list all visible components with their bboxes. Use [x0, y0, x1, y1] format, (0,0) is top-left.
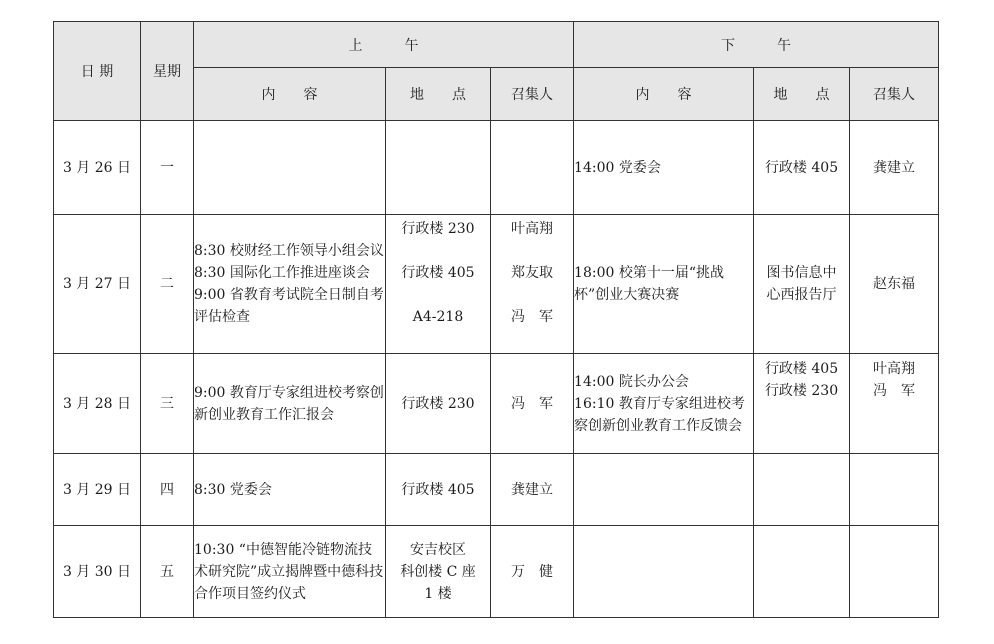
pm-location: 行政楼 230	[764, 383, 839, 399]
pm-content-cell	[574, 215, 754, 354]
date-cell: 3 月 28 日	[54, 354, 141, 454]
pm-location: 行政楼 405	[764, 159, 839, 176]
header-pm-convener: 召集人	[850, 68, 939, 121]
am-convener-cell	[491, 354, 574, 454]
pm-event: 16:10 教育厅专家组进校考察创新创业教育工作反馈会	[574, 395, 745, 434]
pm-content-cell	[574, 354, 754, 454]
am-content-cell	[194, 526, 386, 618]
header-pm-content: 内 容	[574, 68, 754, 121]
am-location: 科创楼 C 座	[400, 563, 476, 580]
weekday-cell: 三	[141, 354, 194, 454]
header-am-convener: 召集人	[491, 68, 574, 121]
pm-location-cell	[754, 215, 850, 354]
am-event: 8:30 党委会	[194, 481, 272, 498]
date-cell: 3 月 27 日	[54, 215, 141, 354]
am-location-cell	[386, 354, 491, 454]
pm-convener-cell	[850, 354, 939, 454]
pm-location-cell	[754, 454, 850, 526]
header-date: 日 期	[54, 22, 141, 121]
am-convener-cell	[491, 215, 574, 354]
pm-convener-cell	[850, 215, 939, 354]
header-weekday: 星期	[141, 22, 194, 121]
pm-convener-cell	[850, 526, 939, 618]
am-location: 行政楼 230	[401, 395, 475, 412]
am-convener-cell	[491, 454, 574, 526]
pm-content-cell	[574, 526, 754, 618]
pm-convener: 叶高翔	[873, 361, 916, 377]
pm-location-cell	[754, 354, 850, 454]
pm-event: 14:00 院长办公会	[574, 373, 689, 390]
am-event: 8:30 国际化工作推进座谈会	[194, 265, 370, 281]
table-row	[54, 526, 939, 618]
am-convener: 冯 军	[511, 309, 554, 325]
pm-convener-cell	[850, 121, 939, 215]
header-am-location: 地 点	[386, 68, 491, 121]
pm-event: 18:00 校第十一届“挑战杯”创业大赛决赛	[574, 265, 724, 303]
am-location: A4-218	[412, 309, 464, 325]
am-location: 行政楼 230	[401, 221, 475, 237]
am-event: 9:00 教育厅专家组进校考察创新创业教育工作汇报会	[194, 384, 384, 423]
am-location-cell	[386, 215, 491, 354]
table-row	[54, 121, 939, 215]
weekday-cell: 五	[141, 526, 194, 618]
am-event: 9:00 省教育考试院全日制自考评估检查	[194, 287, 384, 325]
table-row	[54, 454, 939, 526]
am-convener: 万 健	[511, 563, 554, 580]
pm-convener: 冯 军	[873, 383, 916, 399]
header-am-content: 内 容	[194, 68, 386, 121]
pm-event: 14:00 党委会	[574, 159, 661, 176]
am-event: 10:30 “中德智能冷链物流技术研究院”成立揭牌暨中德科技合作项目签约仪式	[194, 541, 384, 602]
am-content-cell	[194, 454, 386, 526]
am-convener: 郑友取	[511, 265, 554, 281]
am-location-cell	[386, 526, 491, 618]
am-convener-cell	[491, 526, 574, 618]
am-content-cell	[194, 215, 386, 354]
am-convener: 龚建立	[511, 481, 554, 498]
am-convener: 叶高翔	[511, 221, 554, 237]
pm-content-cell	[574, 454, 754, 526]
header-pm-location: 地 点	[754, 68, 850, 121]
am-location: 安吉校区	[410, 541, 466, 558]
header-row-top	[54, 22, 939, 68]
pm-convener: 龚建立	[873, 159, 916, 176]
am-convener-cell	[491, 121, 574, 215]
am-convener: 冯 军	[511, 395, 554, 412]
table-row	[54, 215, 939, 354]
pm-content-cell	[574, 121, 754, 215]
pm-location-cell	[754, 121, 850, 215]
table-row	[54, 354, 939, 454]
pm-convener: 赵东福	[873, 276, 916, 292]
am-location: 1 楼	[424, 585, 452, 602]
weekday-cell: 四	[141, 454, 194, 526]
am-event: 8:30 校财经工作领导小组会议	[194, 243, 384, 259]
date-cell: 3 月 29 日	[54, 454, 141, 526]
pm-convener-cell	[850, 454, 939, 526]
weekday-cell: 二	[141, 215, 194, 354]
pm-location-cell	[754, 526, 850, 618]
am-content-cell	[194, 354, 386, 454]
am-location: 行政楼 405	[401, 481, 475, 498]
weekday-cell: 一	[141, 121, 194, 215]
header-afternoon: 下 午	[574, 22, 939, 68]
pm-location: 行政楼 405	[764, 361, 839, 377]
header-morning: 上 午	[194, 22, 574, 68]
am-location-cell	[386, 121, 491, 215]
am-content-cell	[194, 121, 386, 215]
am-location: 行政楼 405	[401, 265, 475, 281]
schedule-table	[53, 21, 939, 618]
pm-location: 图书信息中心西报告厅	[766, 265, 837, 303]
date-cell: 3 月 30 日	[54, 526, 141, 618]
am-location-cell	[386, 454, 491, 526]
date-cell: 3 月 26 日	[54, 121, 141, 215]
